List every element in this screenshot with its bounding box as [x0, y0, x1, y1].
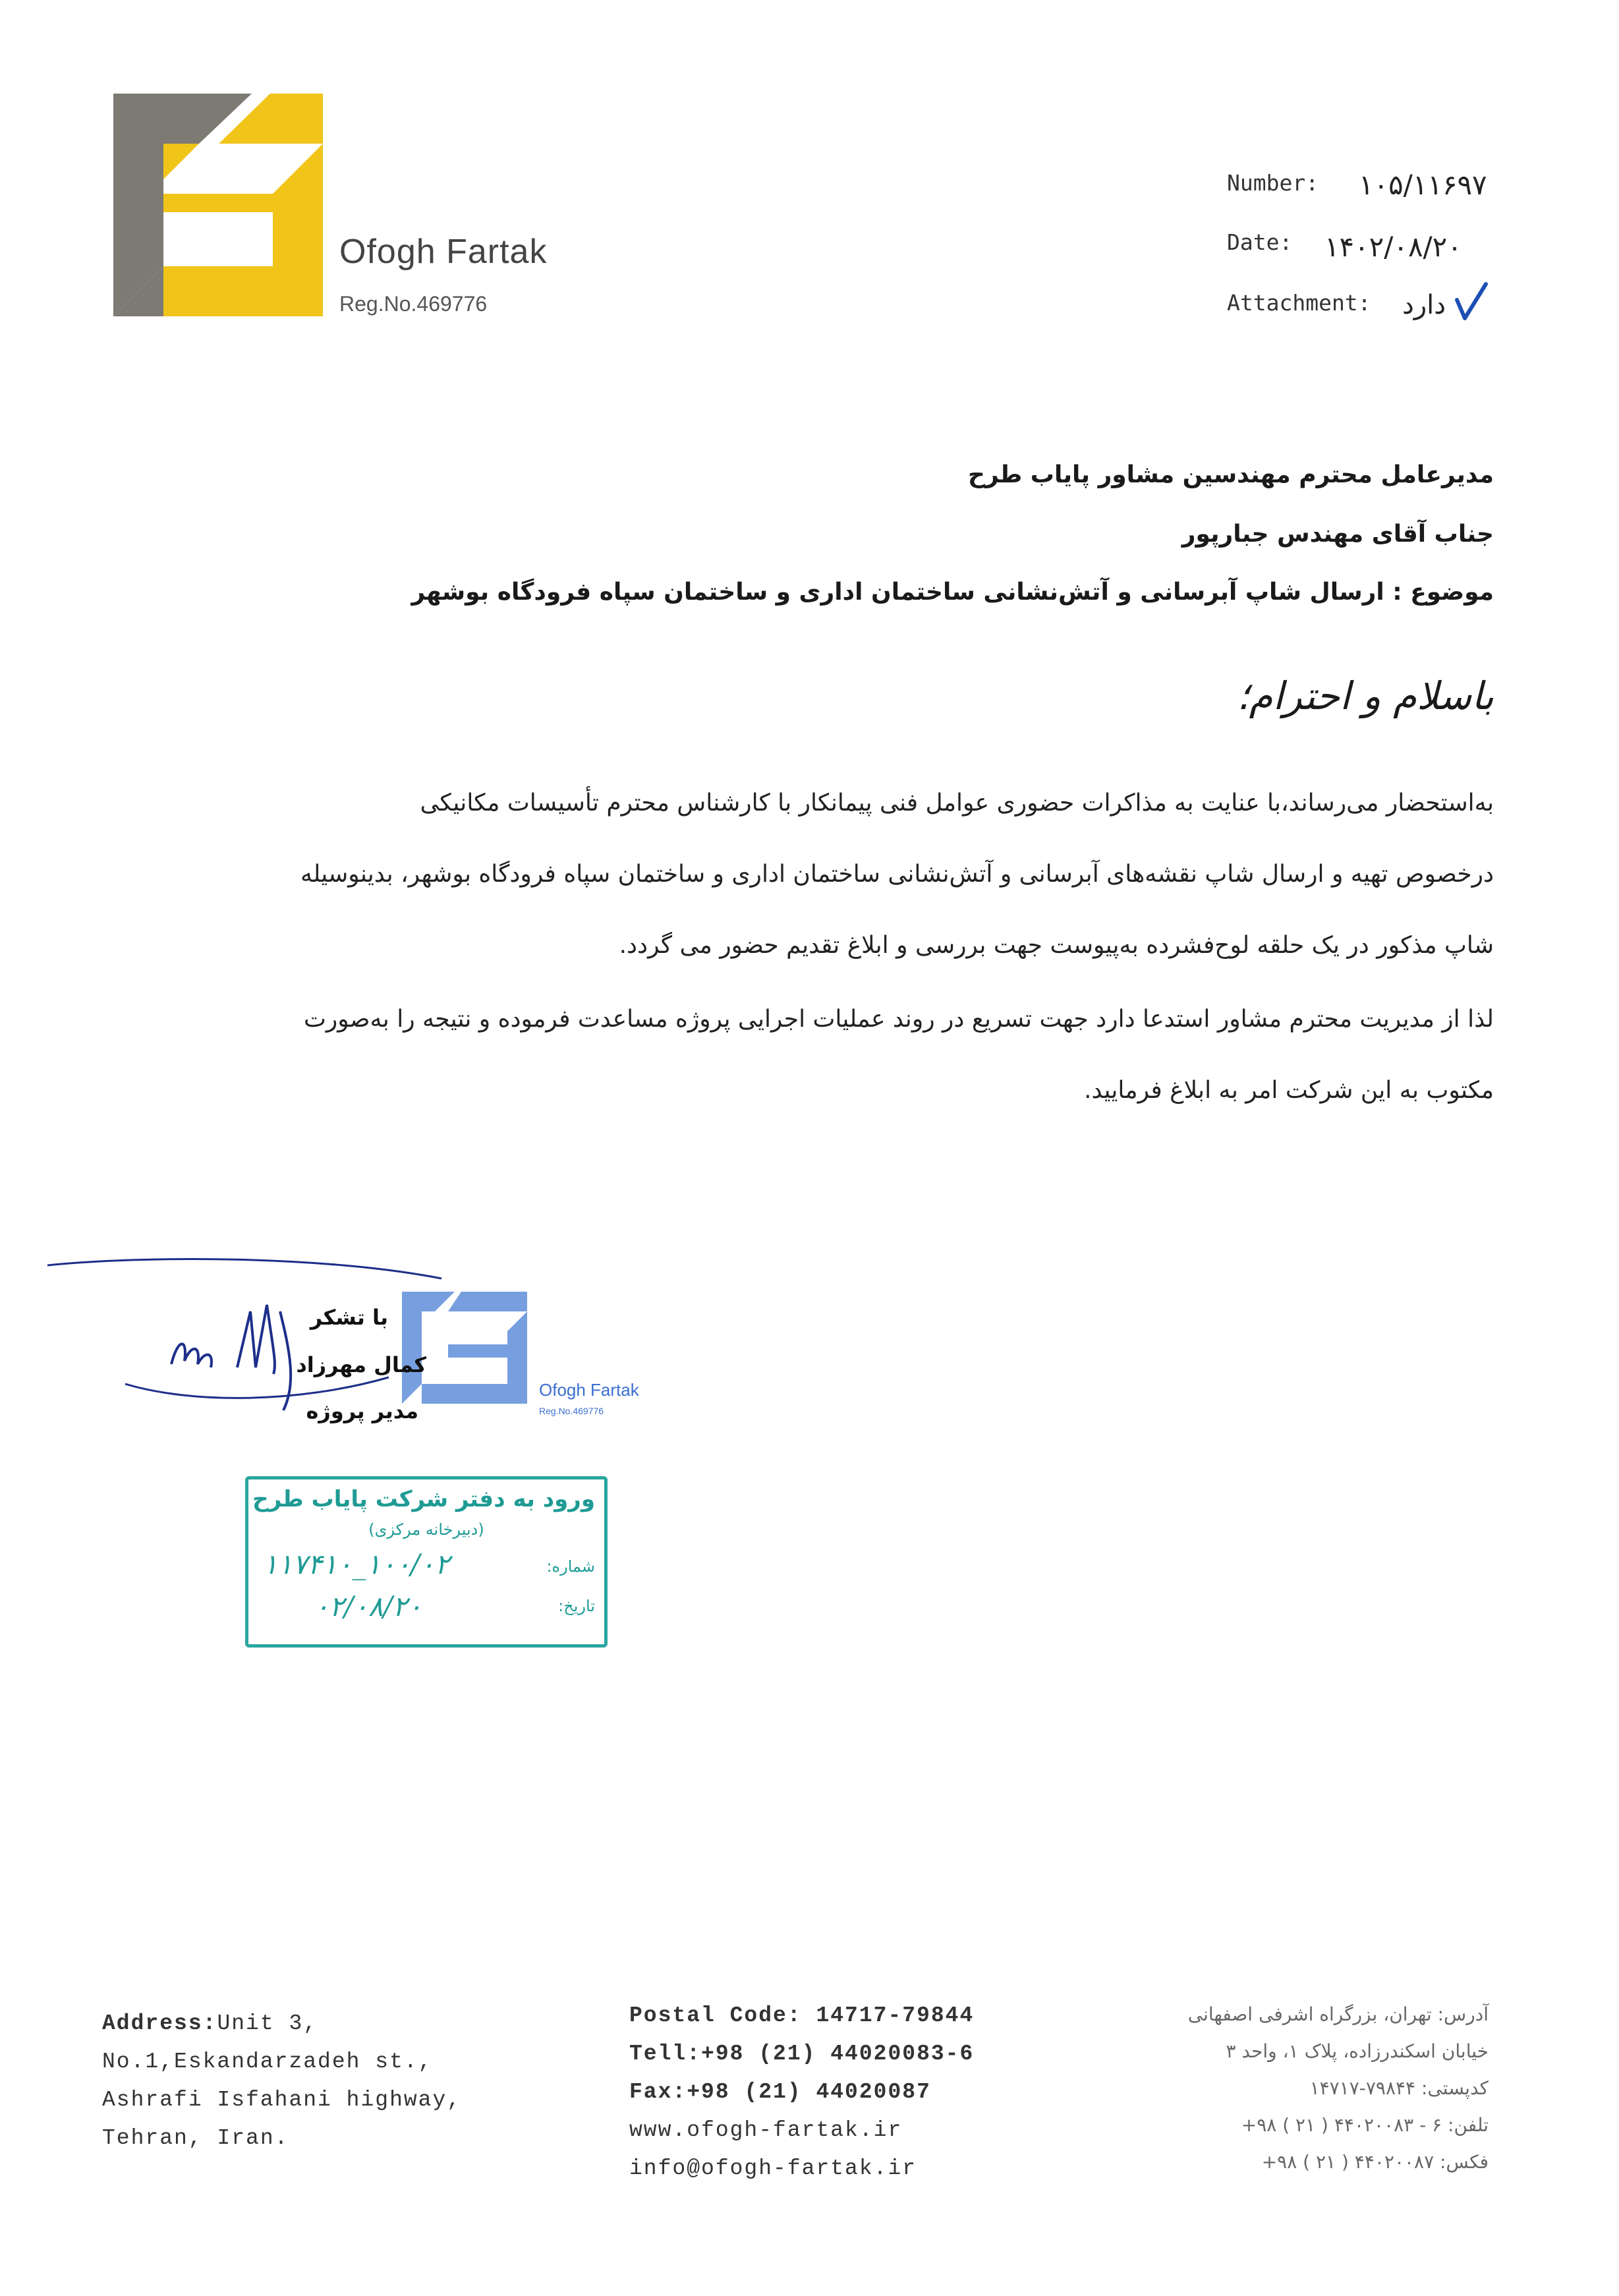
postal-code: Postal Code: 14717-79844: [629, 2003, 975, 2028]
postal-code-fa: کدپستی: ۷۹۸۴۴-۱۴۷۱۷: [1309, 2077, 1489, 2099]
greeting: باسلام و احترام؛: [1237, 674, 1494, 718]
company-logo: [113, 94, 323, 316]
body-line: به‌استحضار می‌رساند،با عنایت به مذاکرات حضوری عوامل فنی پیمانکار با کارشناس محترم تأسیسات مکانیکی: [420, 789, 1494, 817]
checkmark-icon: [1453, 280, 1489, 323]
date-value: ۱۴۰۲/۰۸/۲۰: [1324, 231, 1462, 263]
number-label: Number:: [1227, 170, 1319, 196]
address-line: Unit 3,: [217, 2011, 318, 2036]
date-label: Date:: [1227, 229, 1293, 255]
stamp-subtitle: (دبیرخانه مرکزی): [368, 1520, 484, 1539]
subject-line: موضوع : ارسال شاپ آبرسانی و آتش‌نشانی ساختمان اداری و ساختمان سپاه فرودگاه بوشهر: [411, 579, 1494, 606]
company-name: Ofogh Fartak: [339, 233, 548, 271]
stamp-number-value: ۱۰۰/۰۲_۱۱۷۴۱۰: [263, 1548, 450, 1580]
body-line: لذا از مدیریت محترم مشاور استدعا دارد جهت تسریع در روند عملیات اجرایی پروژه مساعدت فرموده و نتیجه را به‌صورت: [304, 1006, 1494, 1033]
signature-closing: با تشکر: [310, 1305, 388, 1330]
seal-reg-number: Reg.No.469776: [539, 1406, 604, 1416]
fax: Fax:+98 (21) 44020087: [629, 2080, 931, 2104]
stamp-title: ورود به دفتر شرکت پایاب طرح: [252, 1486, 595, 1512]
addressee-name: جناب آقای مهندس جبارپور: [1181, 521, 1494, 548]
number-value: ۱۰۵/۱۱۶۹۷: [1359, 169, 1487, 201]
address-line: Ashrafi Isfahani highway,: [102, 2088, 462, 2112]
telephone: Tell:+98 (21) 44020083-6: [629, 2042, 975, 2066]
signatory-name: کمال مهرزاد: [296, 1352, 426, 1377]
attachment-label: Attachment:: [1227, 290, 1371, 316]
address-fa: خیابان اسکندرزاده، پلاک ۱، واحد ۳: [1226, 2040, 1489, 2062]
email-link[interactable]: info@ofogh-fartak.ir: [629, 2156, 917, 2181]
body-line: شاپ مذکور در یک حلقه لوح‌فشرده به‌پیوست جهت بررسی و ابلاغ تقدیم حضور می گردد.: [619, 932, 1494, 959]
stamp-number-label: شماره:: [546, 1557, 595, 1576]
stamp-date-value: ۰۲/۰۸/۲۰: [314, 1590, 422, 1622]
fax-fa: فکس: ۴۴۰۲۰۰۸۷ ( ۲۱ ) ۹۸+: [1261, 2151, 1489, 2173]
signatory-title: مدیر پروژه: [306, 1398, 418, 1423]
stamp-date-label: تاریخ:: [558, 1597, 595, 1615]
telephone-fa: تلفن: ۶ - ۴۴۰۲۰۰۸۳ ( ۲۱ ) ۹۸+: [1241, 2114, 1489, 2136]
address-block: [102, 2011, 318, 2036]
website-link[interactable]: www.ofogh-fartak.ir: [629, 2118, 903, 2142]
registration-number: Reg.No.469776: [339, 292, 488, 316]
receipt-stamp: [245, 1476, 608, 1648]
address-label: Address:: [102, 2011, 217, 2036]
body-line: درخصوص تهیه و ارسال شاپ نقشه‌های آبرسانی و آتش‌نشانی ساختمان اداری و ساختمان سپاه فرودگاه بوشهر، بدینوسیله: [300, 861, 1494, 888]
seal-company-name: Ofogh Fartak: [539, 1380, 639, 1400]
body-line: مکتوب به این شرکت امر به ابلاغ فرمایید.: [1084, 1077, 1494, 1104]
address-line: No.1,Eskandarzadeh st.,: [102, 2050, 433, 2074]
attachment-value: دارد: [1402, 290, 1446, 320]
address-line: Tehran, Iran.: [102, 2126, 289, 2150]
address-fa: آدرس: تهران، بزرگراه اشرفی اصفهانی: [1187, 2003, 1489, 2025]
handwritten-signature: [46, 1252, 468, 1423]
addressee-line: مدیرعامل محترم مهندسین مشاور پایاب طرح: [968, 461, 1494, 488]
